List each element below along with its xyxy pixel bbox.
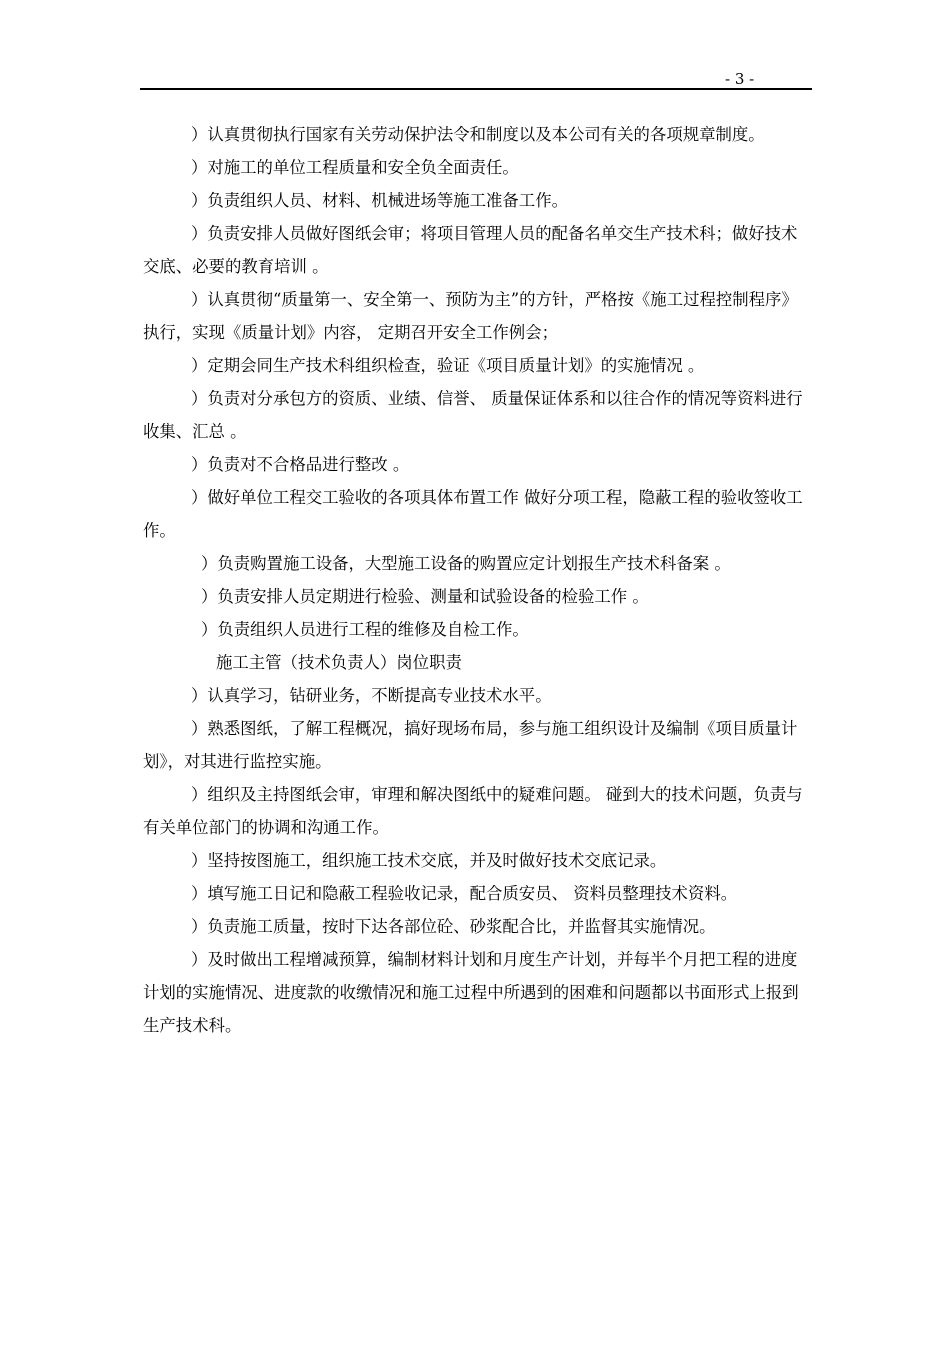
- paragraph-18: ）填写施工日记和隐蔽工程验收记录，配合质安员、 资料员整理技术资料。: [191, 884, 738, 903]
- paragraph-2: ）对施工的单位工程质量和安全负全面责任。: [191, 158, 519, 177]
- paragraph-20: ）及时做出工程增减预算，编制材料计划和月度生产计划，并每半个月把工程的进度计划的实施情况、进度款的收缴情况和施工过程中所遇到的困难和问题都以书面形式上报到生产技术科。: [143, 950, 799, 1035]
- paragraph-14: ）认真学习，钻研业务，不断提高专业技术水平。: [191, 686, 552, 705]
- paragraph-7: ）负责对分承包方的资质、业绩、信誉、 质量保证体系和以往合作的情况等资料进行收集、汇总 。: [143, 389, 803, 441]
- paragraph-17: ）坚持按图施工，组织施工技术交底，并及时做好技术交底记录。: [191, 851, 667, 870]
- paragraph-4: ）负责安排人员做好图纸会审；将项目管理人员的配备名单交生产技术科；做好技术交底、必要的教育培训 。: [143, 224, 798, 276]
- paragraph-1: ）认真贯彻执行国家有关劳动保护法令和制度以及本公司有关的各项规章制度。: [191, 125, 765, 144]
- paragraph-11: ）负责安排人员定期进行检验、测量和试验设备的检验工作 。: [201, 587, 649, 606]
- paragraph-3: ）负责组织人员、材料、机械进场等施工准备工作。: [191, 191, 568, 210]
- paragraph-16: ）组织及主持图纸会审，审理和解决图纸中的疑难问题。 碰到大的技术问题，负责与有关单位部门的协调和沟通工作。: [143, 785, 803, 837]
- paragraph-12: ）负责组织人员进行工程的维修及自检工作。: [201, 620, 529, 639]
- header-rule: [140, 88, 812, 90]
- paragraph-15: ）熟悉图纸，了解工程概况，搞好现场布局，参与施工组织设计及编制《项目质量计划》，对其进行监控实施。: [143, 719, 798, 771]
- document-body: [143, 118, 813, 1042]
- paragraph-9: ）做好单位工程交工验收的各项具体布置工作 做好分项工程，隐蔽工程的验收签收工作。: [143, 488, 803, 540]
- paragraph-19: ）负责施工质量，按时下达各部位砼、砂浆配合比，并监督其实施情况。: [191, 917, 716, 936]
- paragraph-6: ）定期会同生产技术科组织检查，验证《项目质量计划》的实施情况 。: [191, 356, 705, 375]
- paragraph-5: ）认真贯彻“质量第一、安全第一、预防为主”的方针，严格按《施工过程控制程序》执行，实现《质量计划》内容， 定期召开安全工作例会；: [143, 290, 798, 342]
- paragraph-8: ）负责对不合格品进行整改 。: [191, 455, 410, 474]
- page-number: - 3 -: [725, 70, 755, 88]
- paragraph-10: ）负责购置施工设备，大型施工设备的购置应定计划报生产技术科备案 。: [201, 554, 731, 573]
- section-heading: 施工主管（技术负责人）岗位职责: [216, 653, 462, 672]
